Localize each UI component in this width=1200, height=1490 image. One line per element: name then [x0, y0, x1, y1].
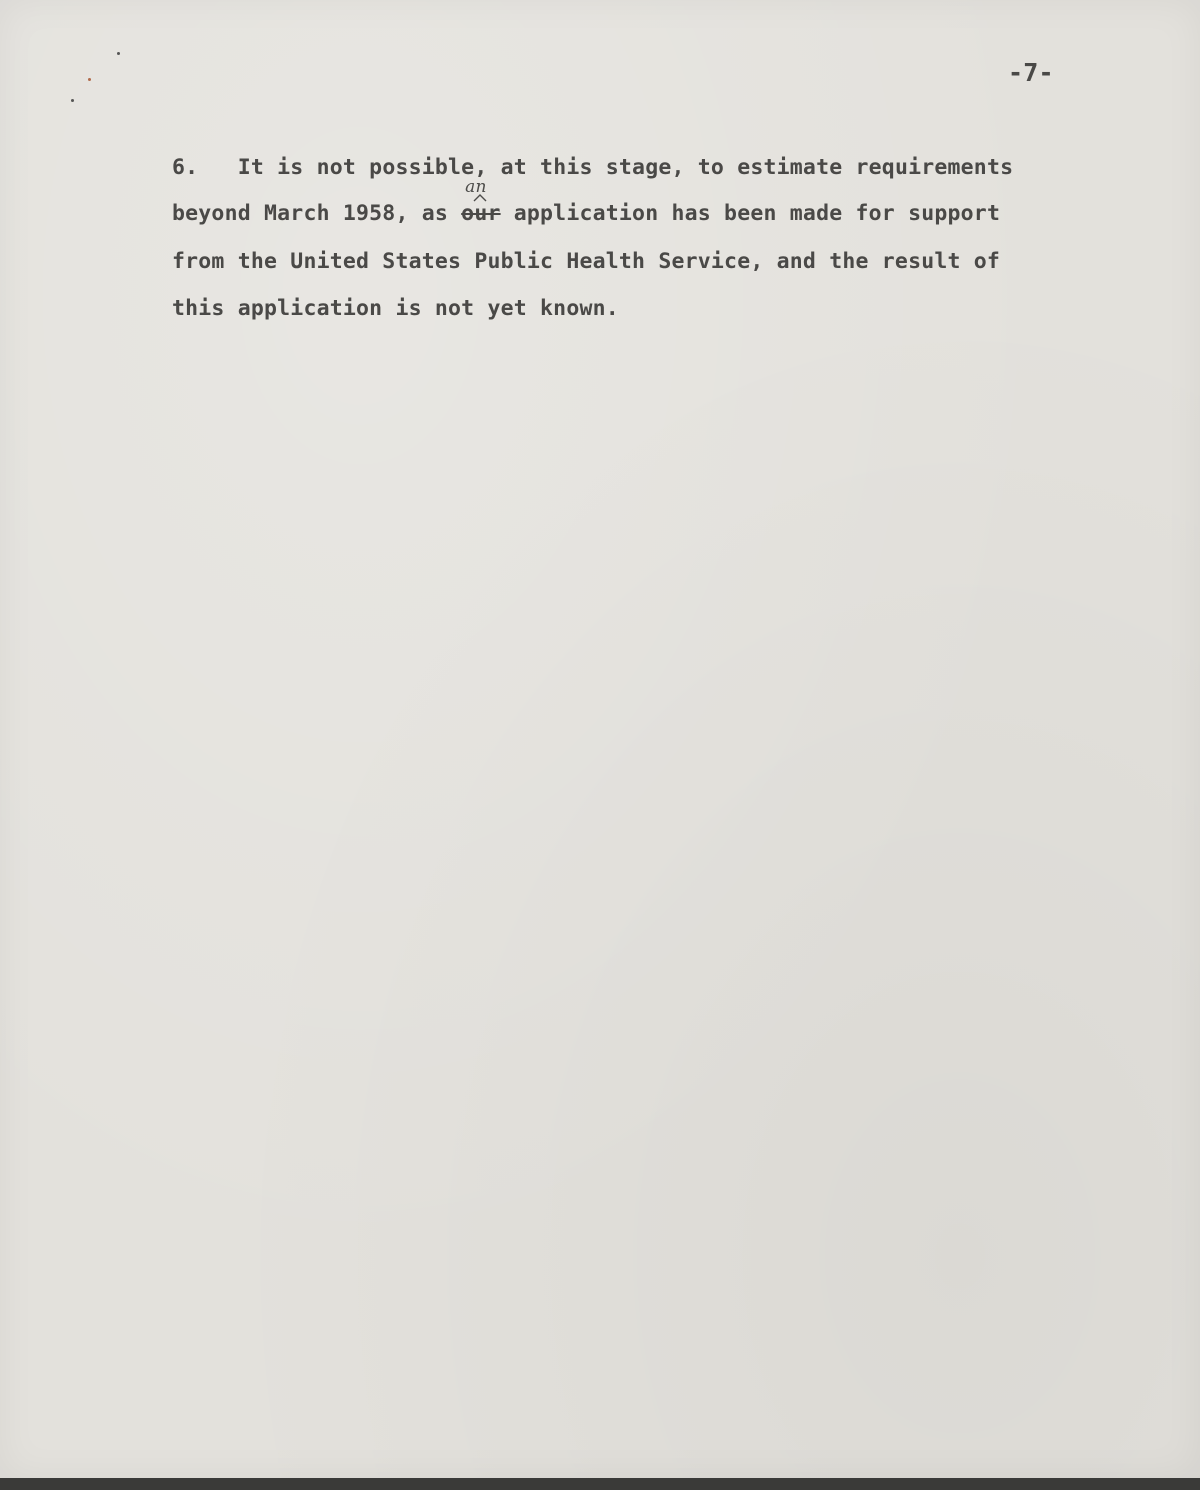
insertion-caret-icon	[473, 194, 487, 202]
paragraph-line-2-after: application has been made for support	[500, 201, 1001, 226]
ink-speck	[71, 99, 74, 102]
scan-background-edge	[0, 1478, 1200, 1490]
struck-word: our	[461, 201, 501, 226]
handwritten-insertion: an	[465, 177, 487, 197]
paragraph-line-4: this application is not yet known.	[172, 296, 619, 321]
page-number: -7-	[1008, 58, 1054, 87]
paragraph-line-2	[172, 177, 1001, 226]
paragraph-line-3: from the United States Public Health Service, and the result of	[172, 249, 1001, 274]
paragraph-number: 6.	[172, 155, 199, 180]
handwritten-correction	[461, 177, 501, 226]
ink-speck	[117, 52, 120, 55]
paragraph-line-2-before: beyond March 1958, as	[172, 201, 462, 226]
ink-speck	[88, 78, 91, 81]
paragraph-line-1-text: It is not possible, at this stage, to estimate requirements	[237, 155, 1014, 180]
paragraph-line-1	[172, 155, 1013, 180]
